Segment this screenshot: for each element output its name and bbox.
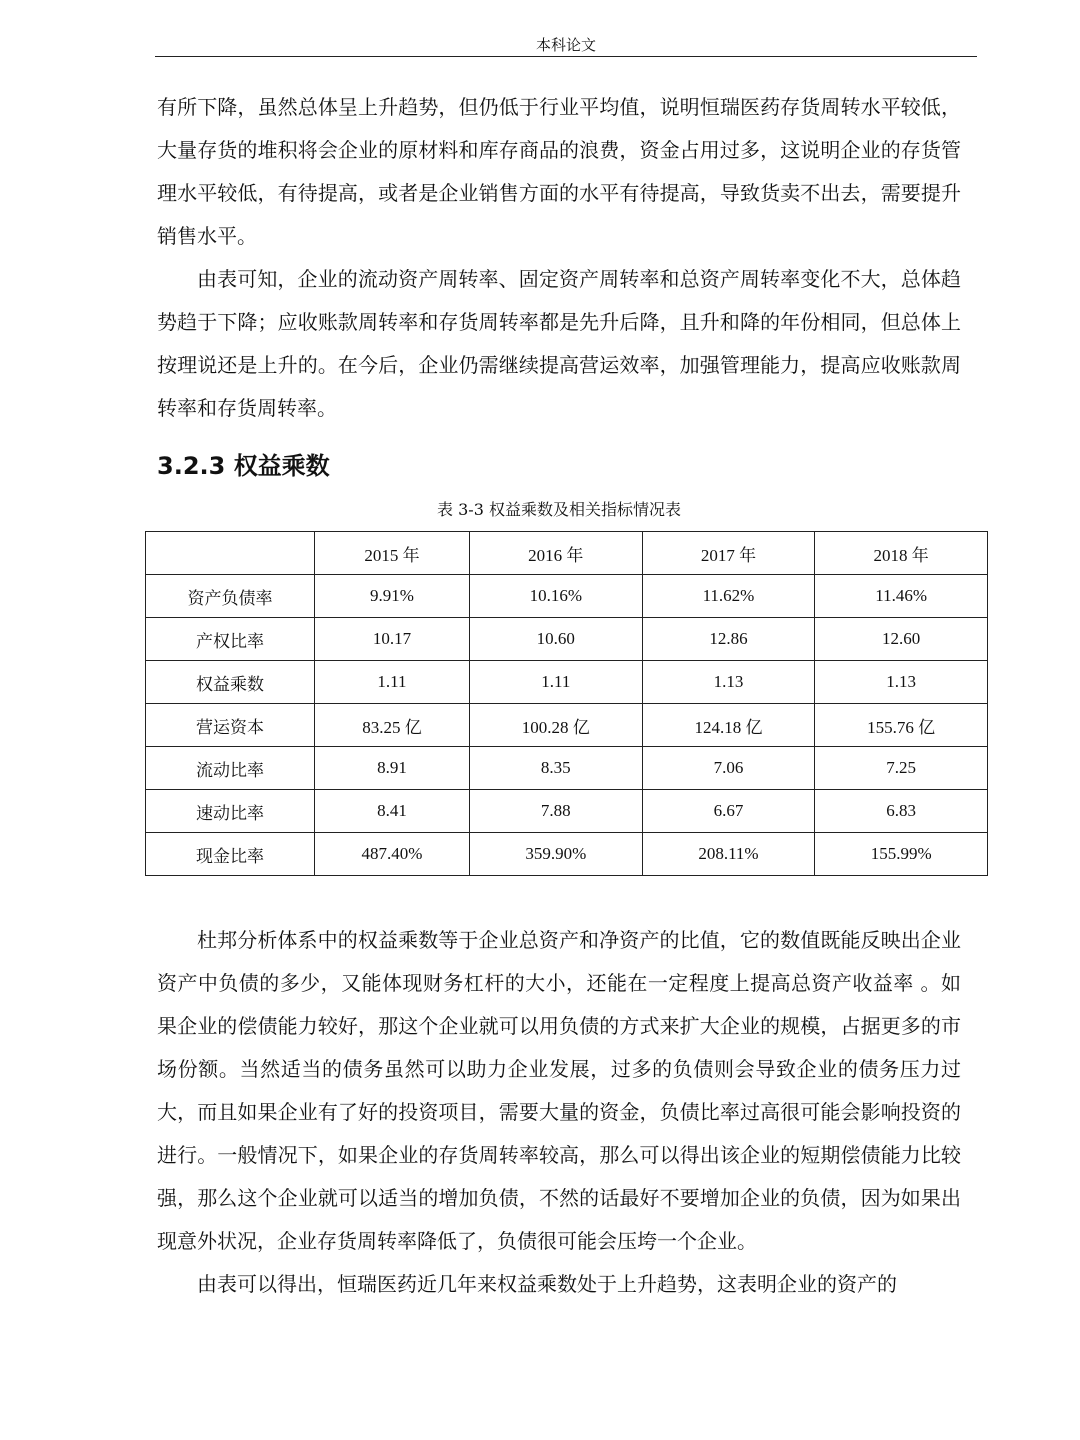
table-cell: 1.13 — [815, 661, 988, 704]
row-label: 产权比率 — [146, 618, 315, 661]
section-heading: 3.2.3 权益乘数 — [157, 452, 330, 480]
table-row — [146, 575, 988, 618]
table-row — [146, 833, 988, 876]
table-cell: 12.60 — [815, 618, 988, 661]
row-label: 资产负债率 — [146, 575, 315, 618]
table-row — [146, 704, 988, 747]
paragraph-1: 有所下降，虽然总体呈上升趋势，但仍低于行业平均值，说明恒瑞医药存货周转水平较低，大量存货的堆积将会企业的原材料和库存商品的浪费，资金占用过多，这说明企业的存货管理水平较低，有待提高，或者是企业销售方面的水平有待提高，导致货卖不出去，需要提升销售水平。 — [157, 95, 961, 248]
table-col-header: 2016 年 — [469, 532, 642, 575]
row-label: 速动比率 — [146, 790, 315, 833]
table-cell: 155.99% — [815, 833, 988, 876]
row-label: 权益乘数 — [146, 661, 315, 704]
row-label: 营运资本 — [146, 704, 315, 747]
table-cell: 9.91% — [315, 575, 470, 618]
table-cell: 11.46% — [815, 575, 988, 618]
paragraph-2: 由表可知，企业的流动资产周转率、固定资产周转率和总资产周转率变化不大，总体趋势趋于下降；应收账款周转率和存货周转率都是先升后降，且升和降的年份相同，但总体上按理说还是上升的。在今后，企业仍需继续提高营运效率，加强管理能力，提高应收账款周转率和存货周转率。 — [157, 267, 961, 420]
table-cell: 12.86 — [642, 618, 815, 661]
table-cell: 6.83 — [815, 790, 988, 833]
page-header: 本科论文 — [155, 34, 977, 57]
table-row — [146, 618, 988, 661]
table-cell: 124.18 亿 — [642, 704, 815, 747]
document-body — [157, 86, 961, 1306]
table-corner-cell — [146, 532, 315, 575]
table-col-header: 2018 年 — [815, 532, 988, 575]
table-cell: 10.60 — [469, 618, 642, 661]
table-header-row — [146, 532, 988, 575]
table-cell: 1.11 — [315, 661, 470, 704]
table-cell: 100.28 亿 — [469, 704, 642, 747]
paragraph-4: 由表可以得出，恒瑞医药近几年来权益乘数处于上升趋势，这表明企业的资产的 — [197, 1272, 897, 1296]
table-cell: 7.25 — [815, 747, 988, 790]
table-cell: 6.67 — [642, 790, 815, 833]
table-cell: 1.11 — [469, 661, 642, 704]
table-col-header: 2015 年 — [315, 532, 470, 575]
table-row — [146, 661, 988, 704]
row-label: 现金比率 — [146, 833, 315, 876]
table-row — [146, 747, 988, 790]
table-cell: 83.25 亿 — [315, 704, 470, 747]
data-table — [145, 531, 988, 876]
table-cell: 10.16% — [469, 575, 642, 618]
table-cell: 8.41 — [315, 790, 470, 833]
table-cell: 487.40% — [315, 833, 470, 876]
table-cell: 7.06 — [642, 747, 815, 790]
table-cell: 10.17 — [315, 618, 470, 661]
paragraph-3: 杜邦分析体系中的权益乘数等于企业总资产和净资产的比值，它的数值既能反映出企业资产中负债的多少，又能体现财务杠杆的大小，还能在一定程度上提高总资产收益率 。如果企业的偿债能力较好，那这个企业就可以用负债的方式来扩大企业的规模，占据更多的市场份额。当然适当的债务虽然可以助力企业发展，过多的负债则会导致企业的债务压力过大，而且如果企业有了好的投资项目，需要大量的资金，负债比率过高很可能会影响投资的进行。一般情况下，如果企业的存货周转率较高，那么可以得出该企业的短期偿债能力比较强，那么这个企业就可以适当的增加负债，不然的话最好不要增加企业的负债，因为如果出现意外状况，企业存货周转率降低了，负债很可能会压垮一个企业。 — [157, 928, 961, 1253]
table-caption: 表 3-3 权益乘数及相关指标情况表 — [437, 500, 681, 519]
table-cell: 359.90% — [469, 833, 642, 876]
row-label: 流动比率 — [146, 747, 315, 790]
table-row — [146, 790, 988, 833]
table-cell: 7.88 — [469, 790, 642, 833]
table-cell: 8.35 — [469, 747, 642, 790]
table-cell: 11.62% — [642, 575, 815, 618]
table-cell: 208.11% — [642, 833, 815, 876]
table-cell: 8.91 — [315, 747, 470, 790]
table-cell: 155.76 亿 — [815, 704, 988, 747]
table-cell: 1.13 — [642, 661, 815, 704]
table-col-header: 2017 年 — [642, 532, 815, 575]
